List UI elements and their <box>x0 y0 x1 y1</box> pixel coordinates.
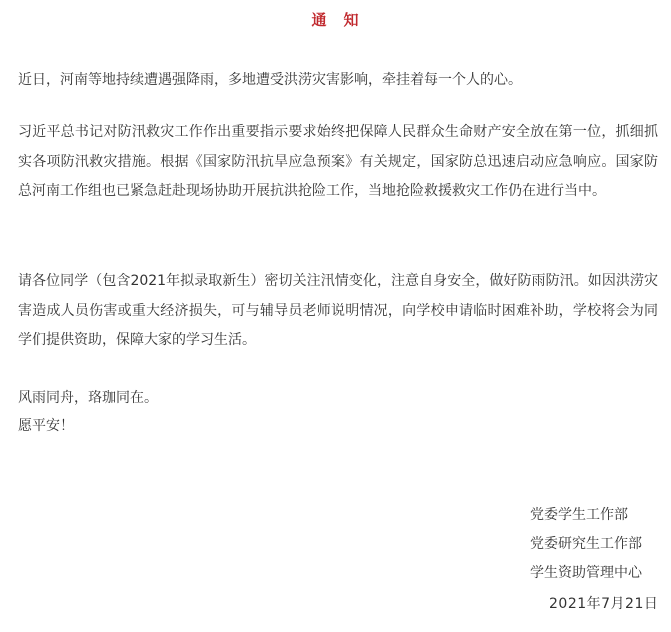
paragraph-wish: 愿平安！ <box>18 418 74 434</box>
paragraph-instructions: 习近平总书记对防汛救灾工作作出重要指示要求始终把保障人民群众生命财产安全放在第一位，抓细抓实各项防汛救灾措施。根据《国家防汛抗旱应急预案》有关规定，国家防总迅速启动应急响应。国家防总河南工作组也已紧急赶赴现场协助开展抗洪抢险工作，当地抢险救援救灾工作仍在进行当中。 <box>18 124 658 199</box>
signature-student-affairs: 党委学生工作部 <box>530 507 628 523</box>
notice-date: 2021年7月21日 <box>549 596 659 612</box>
paragraph-slogan: 风雨同舟，珞珈同在。 <box>18 390 158 406</box>
paragraph-intro: 近日，河南等地持续遭遇强降雨，多地遭受洪涝灾害影响，牵挂着每一个人的心。 <box>18 72 522 88</box>
signature-graduate-affairs: 党委研究生工作部 <box>530 536 642 552</box>
paragraph-student-guidance: 请各位同学（包含2021年拟录取新生）密切关注汛情变化，注意自身安全，做好防雨防汛。如因洪涝灾害造成人员伤害或重大经济损失，可与辅导员老师说明情况，向学校申请临时困难补助，学校将会为同学们提供资助，保障大家的学习生活。 <box>18 273 658 348</box>
notice-title: 通 知 <box>311 11 360 29</box>
signature-financial-aid-center: 学生资助管理中心 <box>530 565 642 581</box>
